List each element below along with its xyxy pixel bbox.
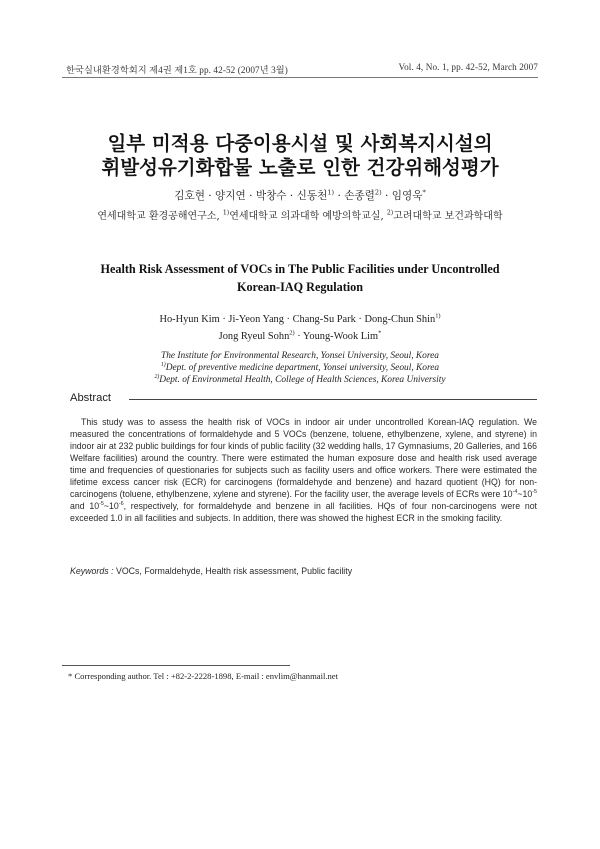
english-affil-sup-2: 2) xyxy=(154,373,160,380)
english-affiliation-1: The Institute for Environmental Research, Yonsei University, Seoul, Korea xyxy=(160,351,439,361)
abstract-text-e: , respectively, for formaldehyde and benzene in all facilities. HQs of four non-carcinogens were not exceeded 1.0 in all facilities and subjects. In addition, there was showed the highest ECR in the smoking facility. xyxy=(70,500,537,523)
korean-affil-1: 연세대학교 환경공해연구소, xyxy=(97,211,223,222)
english-affiliation-3 xyxy=(0,374,600,387)
abstract-rule xyxy=(129,399,537,400)
korean-affiliations xyxy=(0,207,600,222)
english-authors-line-2 xyxy=(0,331,600,342)
footnote-rule xyxy=(62,665,290,666)
korean-affil-2: 연세대학교 의과대학 예방의학교실, xyxy=(229,211,387,222)
korean-affil-sup-1: 1) xyxy=(222,209,230,217)
abstract-text-a: This study was to assess the health risk of VOCs in indoor air under uncontrolled Korean-IAQ regulation. We measured the concentrations of formaldehyde and 5 VOCs (benzene, toluene, ethylbenzene, xylene, and styrene) in indoor air at 232 public buildings for four kinds of public facility (32 wedding halls, 17 Gymnasiums, 20 Galleries, and 166 Welfare facilities) around the country. There were estimated the human exposure dose and health risk used average time and frequencies of questionaries for subjects such as facility users and office workers. There were estimated the lifetime excess cancer risk (ECR) for carcinogens (formaldehyde and benzene) and hazard quotient (HQ) for non-carcinogens (toluene, ethylbenzene, xylene and styrene). For the facility user, the average levels of ECRs were 10 xyxy=(70,417,537,499)
english-authors-sup-1: 1) xyxy=(435,312,441,320)
korean-title-line-2: 휘발성유기화합물 노출로 인한 건강위해성평가 xyxy=(101,156,499,179)
abstract-sup-3: -5 xyxy=(99,500,104,507)
korean-author-sup-3: * xyxy=(422,188,426,197)
korean-author-group-1: 김호현 · 양지연 · 박창수 · 신동천 xyxy=(174,190,328,202)
abstract-sup-2: -5 xyxy=(532,488,537,495)
english-title-line-1: Health Risk Assessment of VOCs in The Public Facilities under Uncontrolled xyxy=(100,262,500,276)
abstract-sup-4: -6 xyxy=(118,500,124,507)
abstract-text-b: ~10 xyxy=(517,488,533,499)
english-authors-line-1 xyxy=(0,314,600,325)
abstract-body xyxy=(70,417,537,525)
english-authors-sup-3: * xyxy=(378,329,382,337)
english-affil-text-2: Dept. of preventive medicine department, Yonsei university, Seoul, Korea xyxy=(165,363,440,373)
keywords xyxy=(70,566,352,576)
corresponding-author-footnote: * Corresponding author. Tel : +82-2-2228-1898, E-mail : envlim@hanmail.net xyxy=(68,671,339,681)
abstract-sup-1: -4 xyxy=(512,488,518,495)
korean-affil-3: 고려대학교 보건과학대학 xyxy=(393,211,503,222)
abstract-text-c: and 10 xyxy=(70,500,100,511)
abstract-paragraph xyxy=(70,417,537,525)
korean-author-sup-2: 2) xyxy=(374,188,382,197)
keywords-label: Keywords : xyxy=(70,566,116,576)
english-authors-sup-2: 2) xyxy=(289,329,295,337)
korean-affil-sup-2: 2) xyxy=(386,209,394,217)
korean-author-sup-1: 1) xyxy=(327,188,335,197)
english-affil-text-3: Dept. of Environmetal Health, College of Health Sciences, Korea University xyxy=(159,375,446,385)
korean-author-group-2: · 손종렬 xyxy=(334,190,375,202)
korean-authors xyxy=(0,188,600,203)
running-header-left: 한국실내환경학회지 제4권 제1호 pp. 42-52 (2007년 3월) xyxy=(66,65,288,75)
english-title-line-2: Korean-IAQ Regulation xyxy=(236,280,364,294)
korean-author-group-3: · 임영욱 xyxy=(381,190,423,202)
english-authors-text-1: Ho-Hyun Kim · Ji-Yeon Yang · Chang-Su Park · Dong-Chun Shin xyxy=(159,314,436,325)
english-affil-sup-1: 1) xyxy=(160,361,166,368)
english-authors-text-2a: Jong Ryeul Sohn xyxy=(218,331,290,342)
keywords-text: VOCs, Formaldehyde, Health risk assessment, Public facility xyxy=(115,566,353,576)
english-authors-text-2b: · Young-Wook Lim xyxy=(294,331,379,342)
english-affiliation-2 xyxy=(0,362,600,375)
running-header-right: Vol. 4, No. 1, pp. 42-52, March 2007 xyxy=(398,62,538,72)
abstract-heading: Abstract xyxy=(70,392,112,404)
korean-title-line-1: 일부 미적용 다중이용시설 및 사회복지시설의 xyxy=(107,132,493,155)
header-rule xyxy=(62,77,538,78)
abstract-text-d: ~10 xyxy=(103,500,119,511)
